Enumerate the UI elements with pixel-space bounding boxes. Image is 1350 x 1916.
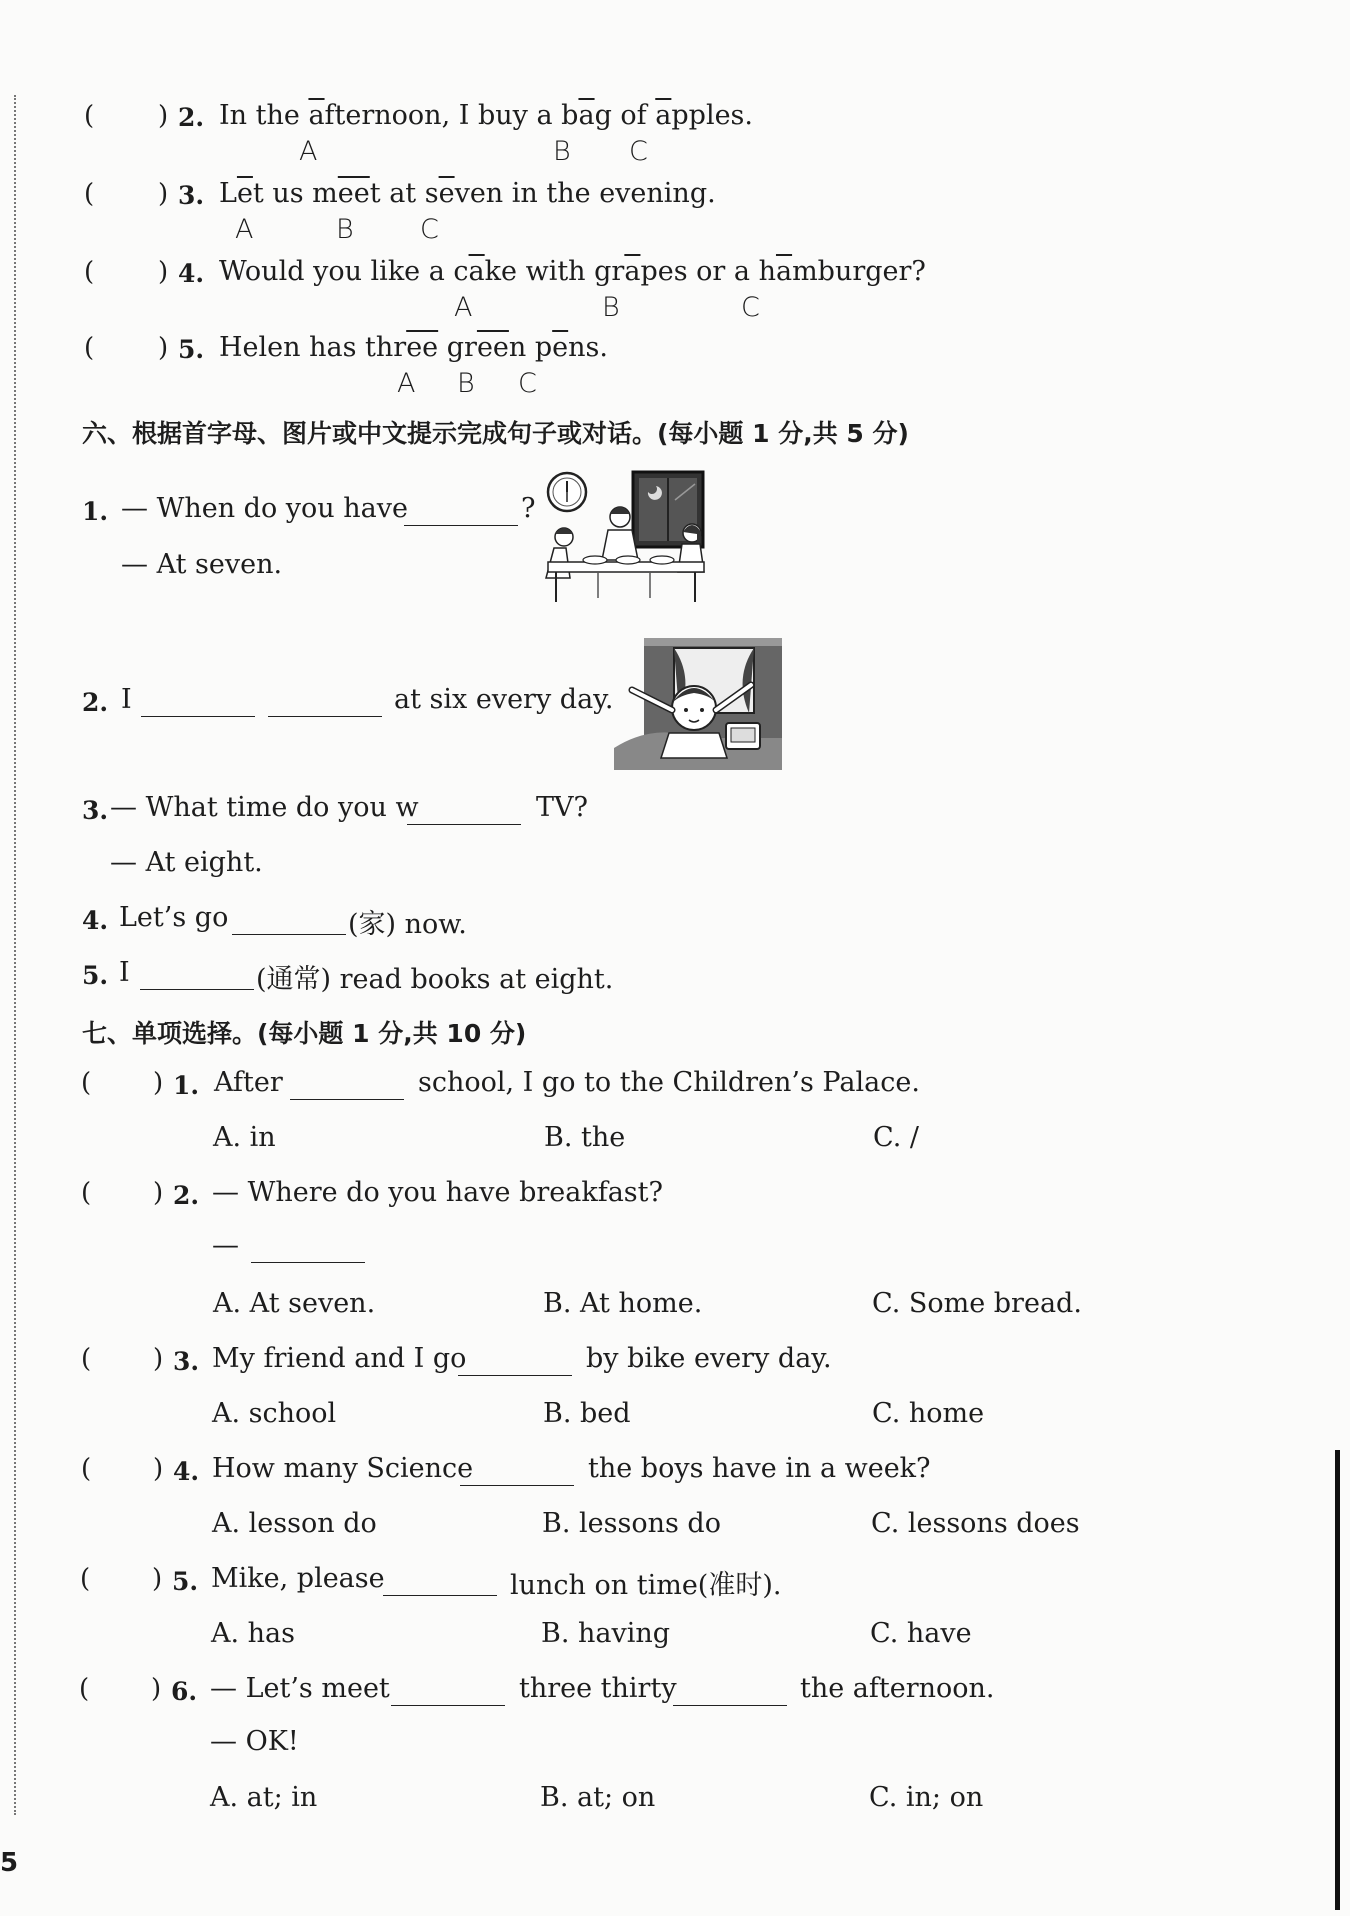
answer-blank[interactable] <box>458 1353 572 1376</box>
dinner-picture <box>540 470 710 605</box>
option-b[interactable]: B. at; on <box>540 1782 656 1813</box>
question-number: 5. <box>82 961 109 990</box>
section-7-title: 七、单项选择。(每小题 1 分,共 10 分) <box>82 1019 527 1048</box>
question-text-start: — Let’s meet <box>210 1673 390 1704</box>
answer-bracket-open[interactable]: ( <box>84 257 95 287</box>
question-number: 6. <box>171 1677 198 1706</box>
option-b[interactable]: B. bed <box>543 1398 631 1429</box>
question-number: 2. <box>82 688 109 717</box>
answer-bracket-open[interactable]: ( <box>84 333 95 363</box>
option-c[interactable]: C. Some bread. <box>872 1288 1082 1319</box>
option-c[interactable]: C. in; on <box>869 1782 984 1813</box>
answer-blank-2[interactable] <box>268 694 382 717</box>
question-text-start: After <box>214 1067 283 1098</box>
answer-bracket-close: ) <box>151 1674 162 1704</box>
option-letter-b: B <box>602 292 620 323</box>
answer-text: — At eight. <box>110 847 263 878</box>
answer-bracket-open[interactable]: ( <box>81 1454 92 1484</box>
question-sentence: Helen has $thr\overline{ee}$ $gr\overline{ee}n$ $p\overline{e}ns$. <box>219 332 608 363</box>
question-text-start: Let’s go <box>119 902 229 933</box>
option-letter-a: A <box>299 136 318 167</box>
page-edge-bar <box>1335 1450 1340 1910</box>
binding-dotted-line <box>14 95 16 1815</box>
option-letter-b: B <box>457 368 475 399</box>
answer-blank[interactable] <box>404 503 518 526</box>
answer-bracket-close: ) <box>158 333 169 363</box>
option-letter-c: C <box>741 292 760 323</box>
answer-bracket-open[interactable]: ( <box>84 179 95 209</box>
question-text-start: Mike, please <box>211 1563 385 1594</box>
answer-bracket-close: ) <box>152 1564 163 1594</box>
question-text-middle: three thirty <box>519 1673 677 1704</box>
question-text: — When do you have <box>121 493 408 524</box>
answer-blank[interactable] <box>460 1463 574 1486</box>
question-text-end: the afternoon. <box>800 1673 995 1704</box>
question-mark: ? <box>521 493 536 524</box>
option-letter-a: A <box>454 292 473 323</box>
answer-blank-1[interactable] <box>391 1683 505 1706</box>
option-letter-c: C <box>518 368 537 399</box>
option-a[interactable]: A. lesson do <box>212 1508 377 1539</box>
answer-bracket-close: ) <box>153 1454 164 1484</box>
option-a[interactable]: A. school <box>212 1398 337 1429</box>
answer-bracket-open[interactable]: ( <box>81 1344 92 1374</box>
answer-bracket-open[interactable]: ( <box>84 101 95 131</box>
answer-bracket-close: ) <box>153 1344 164 1374</box>
question-text-end: by bike every day. <box>586 1343 832 1374</box>
wake-up-picture <box>614 638 782 770</box>
question-text-start: — What time do you w <box>110 792 419 823</box>
answer-bracket-open[interactable]: ( <box>81 1178 92 1208</box>
question-text-start: How many Science <box>212 1453 474 1484</box>
question-number: 5. <box>178 335 205 364</box>
question-text: — Where do you have breakfast? <box>212 1177 663 1208</box>
question-sentence: $L\overline{e}t$ us $m\overline{ee}t$ at $s\overline{e}ven$ in the evening. <box>219 178 716 209</box>
option-c[interactable]: C. / <box>873 1122 919 1153</box>
option-letter-c: C <box>420 214 439 245</box>
section-6-title: 六、根据首字母、图片或中文提示完成句子或对话。(每小题 1 分,共 5 分) <box>82 419 909 448</box>
option-a[interactable]: A. at; in <box>210 1782 318 1813</box>
answer-blank[interactable] <box>232 912 346 935</box>
question-number: 5. <box>172 1567 199 1596</box>
option-letter-b: B <box>336 214 354 245</box>
question-number: 2. <box>173 1181 200 1210</box>
question-text-start: I <box>121 684 132 715</box>
option-letter-c: C <box>629 136 648 167</box>
question-text-end: at six every day. <box>394 684 614 715</box>
question-text-end: (家) now. <box>348 909 467 940</box>
question-text-end: school, I go to the Children’s Palace. <box>418 1067 920 1098</box>
option-b[interactable]: B. At home. <box>543 1288 703 1319</box>
question-text-end: lunch on time(准时). <box>510 1570 782 1601</box>
question-number: 3. <box>173 1347 200 1376</box>
question-text-start: My friend and I go <box>212 1343 467 1374</box>
question-text-end: TV? <box>536 792 588 823</box>
option-c[interactable]: C. home <box>872 1398 985 1429</box>
answer-text: — At seven. <box>121 549 283 580</box>
answer-bracket-close: ) <box>153 1068 164 1098</box>
answer-blank[interactable] <box>290 1077 404 1100</box>
answer-blank[interactable] <box>383 1573 497 1596</box>
answer-bracket-close: ) <box>158 101 169 131</box>
answer-blank[interactable] <box>140 967 254 990</box>
answer-bracket-open[interactable]: ( <box>80 1564 91 1594</box>
answer-text: — OK! <box>210 1726 299 1757</box>
page-number: 5 <box>0 1848 19 1878</box>
question-number: 3. <box>178 181 205 210</box>
answer-bracket-close: ) <box>158 179 169 209</box>
question-sentence: In the $\overline{a}fternoon$, I buy a $b\overline{a}g$ of $\overline{a}pples$. <box>219 100 753 131</box>
option-a[interactable]: A. in <box>213 1122 276 1153</box>
option-b[interactable]: B. lessons do <box>542 1508 721 1539</box>
option-b[interactable]: B. having <box>541 1618 671 1649</box>
question-number: 4. <box>173 1457 200 1486</box>
option-a[interactable]: A. has <box>211 1618 296 1649</box>
answer-bracket-open[interactable]: ( <box>81 1068 92 1098</box>
option-letter-a: A <box>235 214 254 245</box>
option-a[interactable]: A. At seven. <box>213 1288 376 1319</box>
answer-dash: — <box>212 1230 239 1261</box>
option-c[interactable]: C. have <box>870 1618 972 1649</box>
question-number: 3. <box>82 796 109 825</box>
answer-blank-2[interactable] <box>673 1683 787 1706</box>
answer-bracket-close: ) <box>158 257 169 287</box>
option-c[interactable]: C. lessons does <box>871 1508 1080 1539</box>
question-number: 2. <box>178 103 205 132</box>
question-number: 4. <box>82 906 109 935</box>
question-text-start: I <box>119 957 130 988</box>
question-number: 4. <box>178 259 205 288</box>
question-number: 1. <box>173 1071 200 1100</box>
option-b[interactable]: B. the <box>544 1122 626 1153</box>
question-sentence: Would you like a $c\overline{a}ke$ with $gr\overline{a}pes$ or a $h\overline{a}mburger$? <box>219 256 926 287</box>
question-number: 1. <box>82 497 109 526</box>
answer-bracket-open[interactable]: ( <box>79 1674 90 1704</box>
answer-blank-1[interactable] <box>141 694 255 717</box>
question-text-end: (通常) read books at eight. <box>256 964 614 995</box>
question-text-end: the boys have in a week? <box>588 1453 931 1484</box>
option-letter-b: B <box>553 136 571 167</box>
answer-bracket-close: ) <box>153 1178 164 1208</box>
answer-blank[interactable] <box>407 802 521 825</box>
answer-blank[interactable] <box>251 1240 365 1263</box>
option-letter-a: A <box>397 368 416 399</box>
